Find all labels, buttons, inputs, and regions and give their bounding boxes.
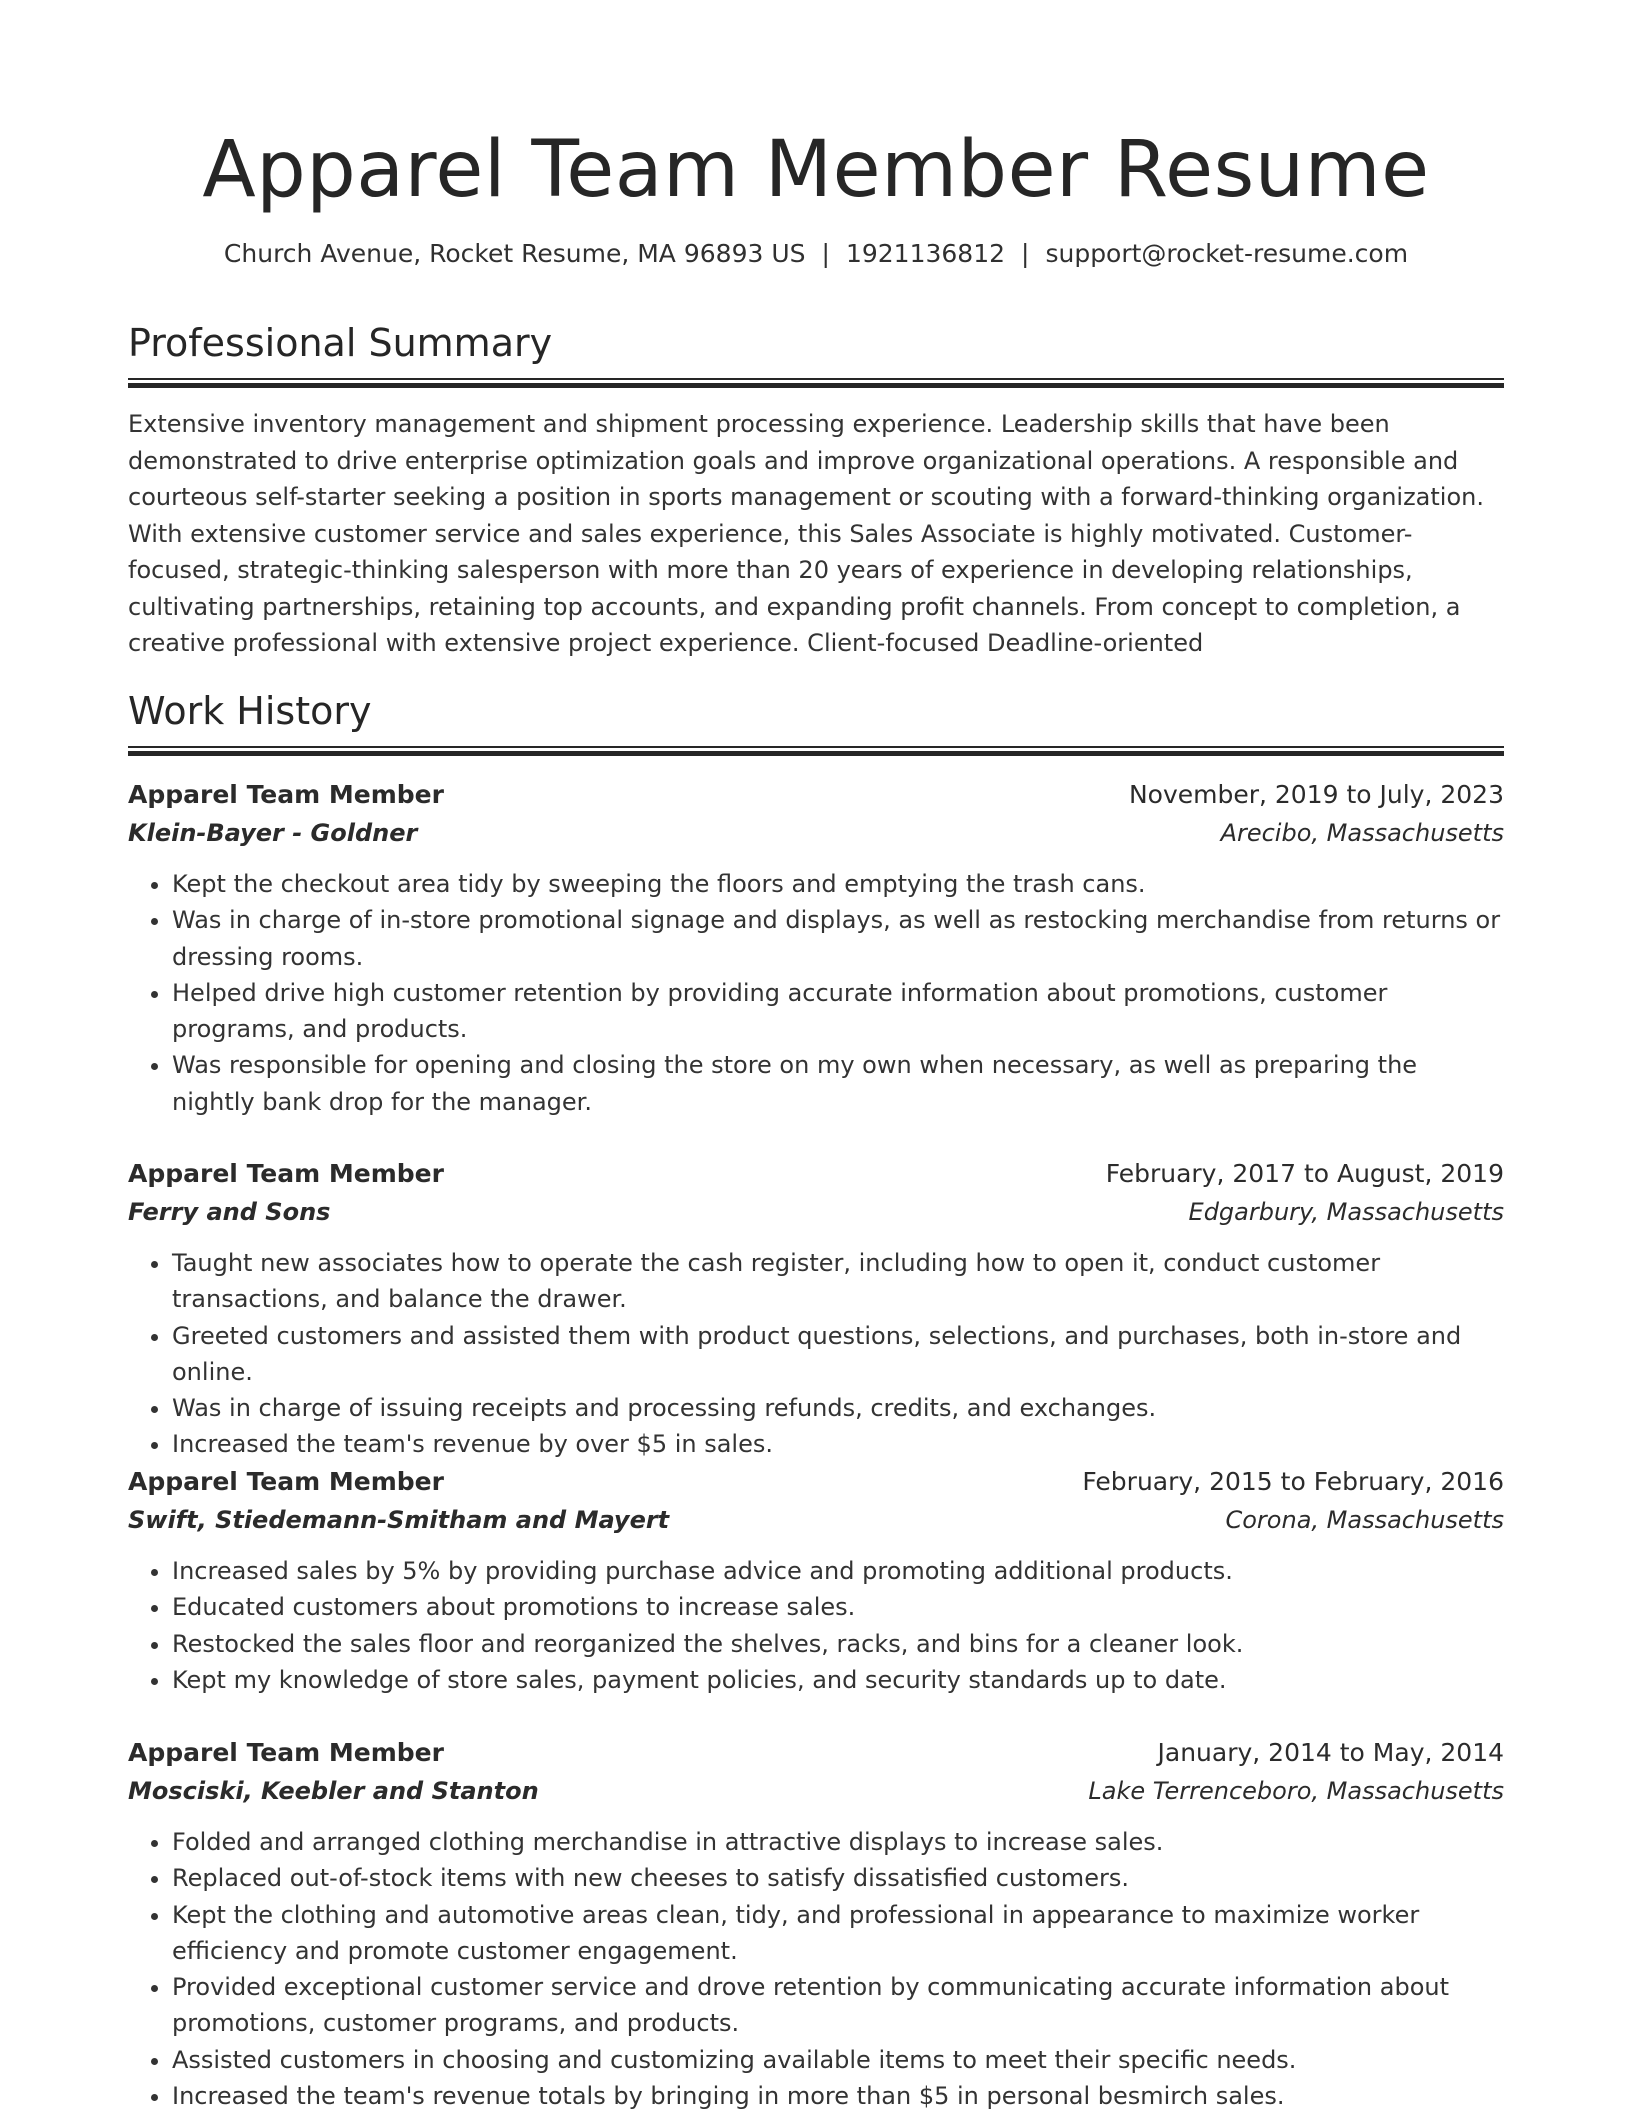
job-location: Edgarbury, Massachusetts	[1188, 1198, 1504, 1226]
job-title: Apparel Team Member	[128, 1467, 444, 1496]
job-bullet: • Was in charge of in-store promotional signage and displays, as well as restocking merchandise from returns or dressing rooms.	[172, 902, 1504, 975]
job-bullet: • Taught new associates how to operate the cash register, including how to open it, conduct customer transactions, and balance the drawer.	[172, 1245, 1504, 1318]
job-bullet-list	[128, 1245, 1504, 1463]
job-header-row	[128, 1463, 1504, 1501]
summary-divider	[128, 378, 1504, 388]
job-entry	[128, 776, 1504, 1120]
job-bullet: • Greeted customers and assisted them with product questions, selections, and purchases, both in-store and online.	[172, 1318, 1504, 1391]
job-company: Swift, Stiedemann-Smitham and Mayert	[128, 1506, 670, 1534]
job-bullet: • Replaced out-of-stock items with new cheeses to satisfy dissatisfied customers.	[172, 1860, 1504, 1896]
job-entry	[128, 1734, 1504, 2114]
contact-phone: 1921136812	[845, 239, 1006, 268]
work-history-divider	[128, 746, 1504, 756]
job-subheader-row	[128, 814, 1504, 852]
job-header-row	[128, 1155, 1504, 1193]
job-entry	[128, 1463, 1504, 1698]
job-header-row	[128, 776, 1504, 814]
job-bullet-list	[128, 1824, 1504, 2114]
job-bullet: • Kept my knowledge of store sales, payment policies, and security standards up to date.	[172, 1662, 1504, 1698]
job-bullet: • Kept the checkout area tidy by sweeping the floors and emptying the trash cans.	[172, 866, 1504, 902]
job-title: Apparel Team Member	[128, 780, 444, 809]
summary-heading: Professional Summary	[128, 321, 553, 365]
job-subheader-row	[128, 1501, 1504, 1539]
job-header-row	[128, 1734, 1504, 1772]
job-bullet: • Provided exceptional customer service and drove retention by communicating accurate information about promotions, customer programs, and products.	[172, 1969, 1504, 2042]
job-bullet: • Was in charge of issuing receipts and processing refunds, credits, and exchanges.	[172, 1390, 1504, 1426]
job-entry	[128, 1155, 1504, 1463]
job-company: Mosciski, Keebler and Stanton	[128, 1777, 539, 1805]
job-bullet: • Folded and arranged clothing merchandise in attractive displays to increase sales.	[172, 1824, 1504, 1860]
job-bullet: • Increased the team's revenue by over $5 in sales.	[172, 1426, 1504, 1462]
job-dates: January, 2014 to May, 2014	[1157, 1738, 1504, 1767]
job-company: Klein-Bayer - Goldner	[128, 819, 418, 847]
job-dates: February, 2017 to August, 2019	[1105, 1159, 1504, 1188]
job-bullet-list	[128, 1553, 1504, 1698]
job-bullet-list	[128, 866, 1504, 1120]
job-bullet: • Was responsible for opening and closing the store on my own when necessary, as well as preparing the nightly bank drop for the manager.	[172, 1047, 1504, 1120]
work-history-heading: Work History	[128, 689, 372, 733]
job-title: Apparel Team Member	[128, 1738, 444, 1767]
job-bullet: • Increased the team's revenue totals by bringing in more than $5 in personal besmirch sales.	[172, 2078, 1504, 2114]
job-location: Lake Terrenceboro, Massachusetts	[1088, 1777, 1504, 1805]
job-bullet: • Kept the clothing and automotive areas clean, tidy, and professional in appearance to maximize worker efficiency and promote customer engagement.	[172, 1897, 1504, 1970]
job-bullet: • Assisted customers in choosing and customizing available items to meet their specific needs.	[172, 2042, 1504, 2078]
job-location: Corona, Massachusetts	[1225, 1506, 1504, 1534]
job-bullet: • Educated customers about promotions to increase sales.	[172, 1589, 1504, 1625]
contact-separator: |	[1021, 239, 1030, 268]
job-dates: February, 2015 to February, 2016	[1082, 1467, 1504, 1496]
job-subheader-row	[128, 1772, 1504, 1810]
contact-separator: |	[821, 239, 830, 268]
job-location: Arecibo, Massachusetts	[1220, 819, 1504, 847]
summary-text: Extensive inventory management and shipment processing experience. Leadership skills that have been demonstrated to drive enterprise optimization goals and improve organizational operations. A responsible and courteous self-starter seeking a position in sports management or scouting with a forward-thinking organization. With extensive customer service and sales experience, this Sales Associate is highly motivated. Customer-focused, strategic-thinking salesperson with more than 20 years of experience in developing relationships, cultivating partnerships, retaining top accounts, and expanding profit channels. From concept to completion, a creative professional with extensive project experience. Client-focused Deadline-oriented	[128, 410, 1484, 657]
contact-address: Church Avenue, Rocket Resume, MA 96893 US	[223, 239, 806, 268]
job-bullet: • Helped drive high customer retention by providing accurate information about promotions, customer programs, and products.	[172, 975, 1504, 1048]
job-dates: November, 2019 to July, 2023	[1128, 780, 1504, 809]
job-bullet: • Increased sales by 5% by providing purchase advice and promoting additional products.	[172, 1553, 1504, 1589]
job-subheader-row	[128, 1193, 1504, 1231]
contact-line	[128, 236, 1504, 272]
resume-title: Apparel Team Member Resume	[202, 125, 1430, 215]
job-company: Ferry and Sons	[128, 1198, 331, 1226]
job-bullet: • Restocked the sales floor and reorganized the shelves, racks, and bins for a cleaner look.	[172, 1626, 1504, 1662]
contact-email: support@rocket-resume.com	[1045, 239, 1409, 268]
job-title: Apparel Team Member	[128, 1159, 444, 1188]
